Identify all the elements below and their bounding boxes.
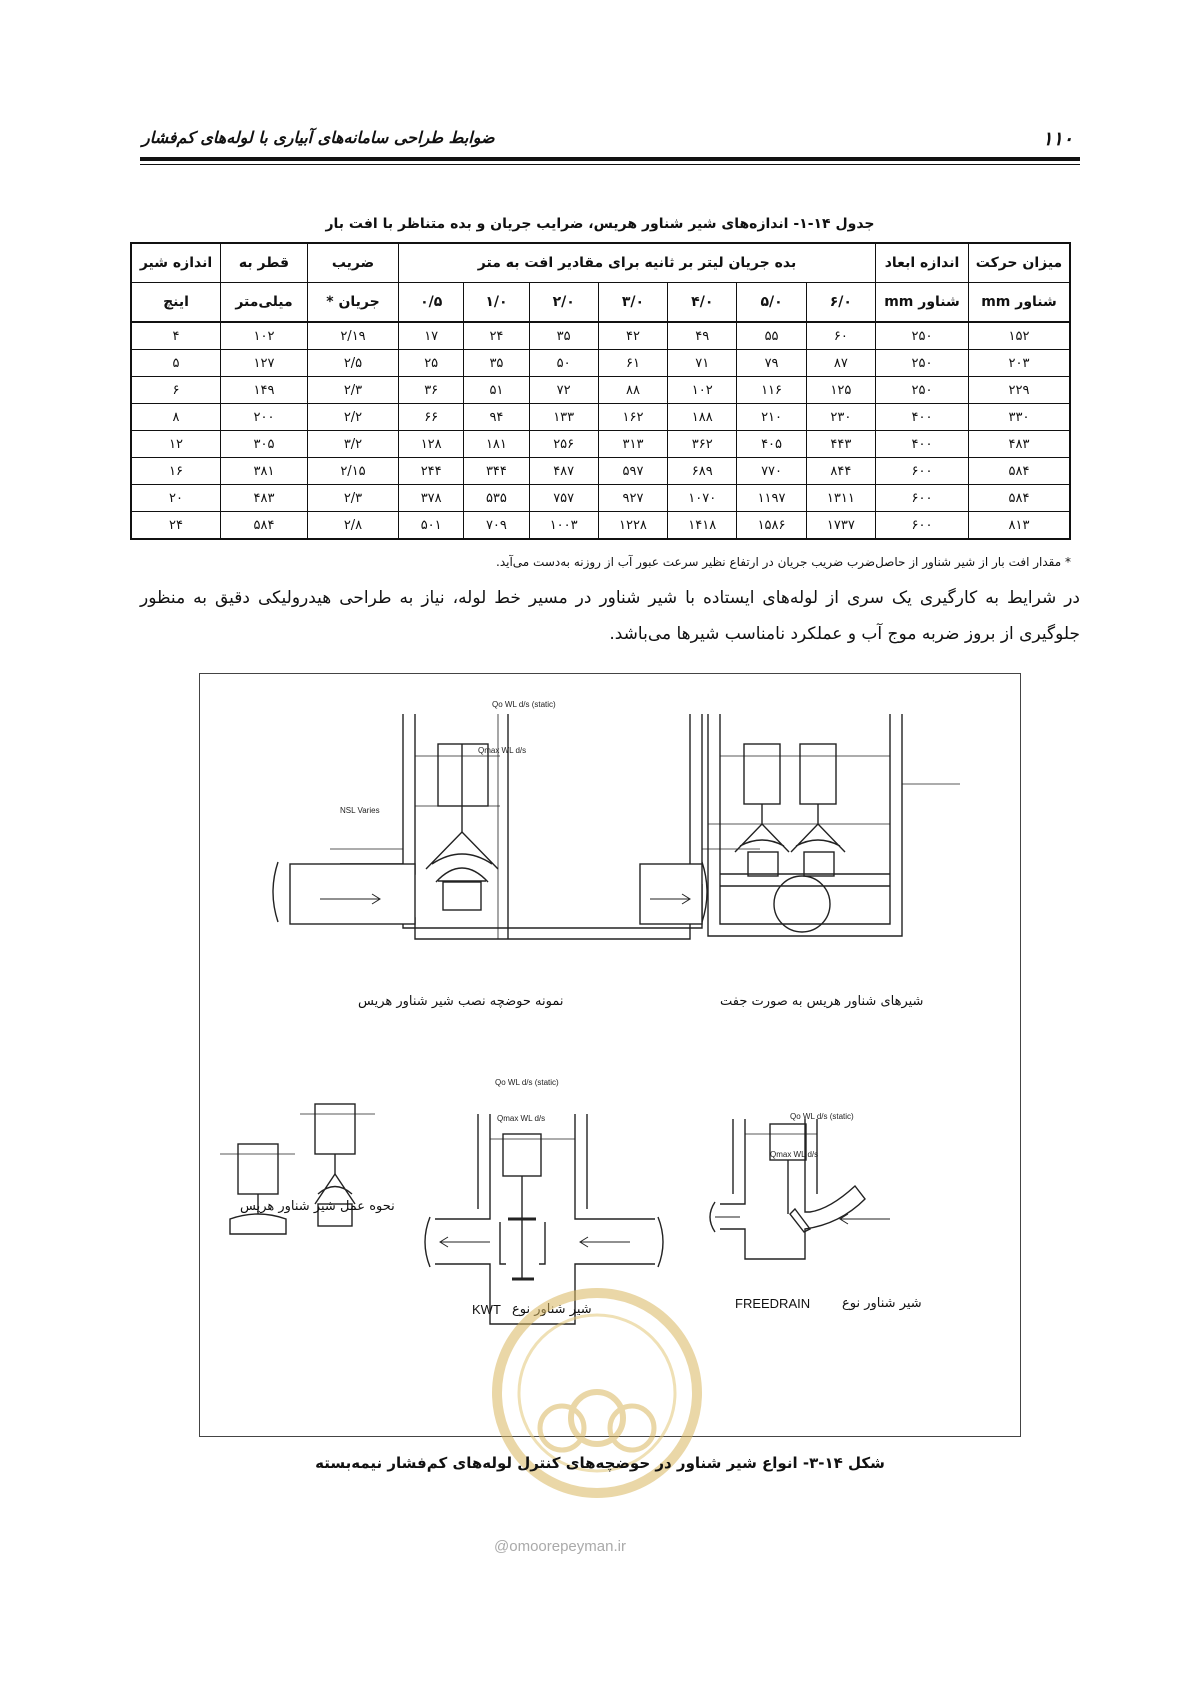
label-harris-operation: نحوه عمل شیر شناور هریس: [240, 1199, 395, 1214]
label-qo-level: Qo WL d/s (static): [492, 700, 556, 709]
table-cell: ۲۱۰: [737, 404, 806, 431]
table-cell: ۳۵: [529, 322, 598, 350]
watermark-url: @omoorepeyman.ir: [494, 1538, 626, 1555]
table-footnote: * مقدار افت بار از شیر شناور از حاصل‌ضرب ضریب جریان در ارتفاع نظیر سرعت عبور آب از روزنه به‌دست می‌آید.: [496, 555, 1071, 569]
table-cell: ۱۳۱۱: [806, 485, 875, 512]
table-cell: ۲۰: [131, 485, 221, 512]
table-cell: ۱۰۲: [221, 322, 308, 350]
table-cell: ۴۰۵: [737, 431, 806, 458]
table-cell: ۲/۳: [308, 485, 399, 512]
label-kwt-qmax: Qmax WL d/s: [497, 1114, 546, 1123]
table-cell: ۲/۱۹: [308, 322, 399, 350]
table-cell: ۱۶۲: [598, 404, 667, 431]
watermark-seal: [477, 1278, 717, 1508]
table-cell: ۱۳۳: [529, 404, 598, 431]
header-coefficient: ضریب: [308, 243, 399, 283]
table-cell: ۸۸: [598, 377, 667, 404]
table-cell: ۳۸۱: [221, 458, 308, 485]
header-float-travel-unit: شناور mm: [969, 283, 1071, 323]
header-head-loss: ۰/۵: [399, 283, 464, 323]
page-number: ۱۱۰: [1042, 128, 1073, 150]
label-qmax-level: Qmax WL d/s: [478, 746, 527, 755]
body-paragraph: در شرایط به کارگیری یک سری از لوله‌های ایستاده با شیر شناور در مسیر خط لوله، نیاز به طراحی هیدرولیکی دقیق به منظور جلوگیری از بروز ضربه موج آب و عملکرد نامناسب شیرها می‌باشد.: [140, 588, 1080, 644]
table-header-row: [131, 243, 1070, 283]
table-cell: ۱۲: [131, 431, 221, 458]
header-rule-thin: [140, 164, 1080, 165]
table-row: [131, 485, 1070, 512]
table-row: [131, 404, 1070, 431]
harris-double-drawing: [708, 714, 960, 936]
table-cell: ۲/۱۵: [308, 458, 399, 485]
label-nsl: NSL Varies: [340, 806, 380, 815]
table-cell: ۱۶: [131, 458, 221, 485]
header-float-size-unit: شناور mm: [876, 283, 969, 323]
table-cell: ۸۷: [806, 350, 875, 377]
header-coefficient-unit: جریان *: [308, 283, 399, 323]
table-cell: ۳۰۵: [221, 431, 308, 458]
table-cell: ۷۰۹: [464, 512, 529, 540]
label-freedrain-prefix: شیر شناور نوع: [842, 1296, 922, 1311]
header-head-loss: ۴/۰: [668, 283, 737, 323]
table-cell: ۵۰۱: [399, 512, 464, 540]
harris-operation-drawing: [220, 1104, 375, 1234]
header-head-loss: ۵/۰: [737, 283, 806, 323]
table-cell: ۲۵۰: [876, 322, 969, 350]
label-freedrain-qmax: Qmax WL d/s: [770, 1150, 819, 1159]
table-cell: ۳۶۲: [668, 431, 737, 458]
table-cell: ۱۰۷۰: [668, 485, 737, 512]
table-cell: ۳۱۳: [598, 431, 667, 458]
table-cell: ۶: [131, 377, 221, 404]
table-row: [131, 512, 1070, 540]
table-cell: ۶۰۰: [876, 512, 969, 540]
table-row: [131, 377, 1070, 404]
table-cell: ۷۱: [668, 350, 737, 377]
table-cell: ۵۵: [737, 322, 806, 350]
table-cell: ۲/۲: [308, 404, 399, 431]
table-cell: ۲۳۰: [806, 404, 875, 431]
table-cell: ۳۶: [399, 377, 464, 404]
table-cell: ۱۴۹: [221, 377, 308, 404]
table-cell: ۹۴: [464, 404, 529, 431]
table-cell: ۱۸۸: [668, 404, 737, 431]
table-row: [131, 322, 1070, 350]
table-cell: ۷۵۷: [529, 485, 598, 512]
table-caption: جدول ۱۴-۱- اندازه‌های شیر شناور هریس، ضرایب جریان و بده متناظر با افت بار: [325, 216, 875, 232]
table-cell: ۱۰۲: [668, 377, 737, 404]
table-cell: ۲۵۰: [876, 377, 969, 404]
header-float-size: اندازه ابعاد: [876, 243, 969, 283]
table-cell: ۳۷۸: [399, 485, 464, 512]
table-cell: ۲۴: [131, 512, 221, 540]
header-flow-group: بده جریان لیتر بر ثانیه برای مقادیر افت به متر: [399, 243, 876, 283]
table-cell: ۵: [131, 350, 221, 377]
table-cell: ۸۱۳: [969, 512, 1071, 540]
table-cell: ۳۳۰: [969, 404, 1071, 431]
header-head-loss: ۶/۰: [806, 283, 875, 323]
table-cell: ۲۵۶: [529, 431, 598, 458]
table-cell: ۲/۸: [308, 512, 399, 540]
header-valve-size: اندازه شیر: [131, 243, 221, 283]
table-cell: ۷۲: [529, 377, 598, 404]
label-kwt-qo: Qo WL d/s (static): [495, 1078, 559, 1087]
table-cell: ۲/۵: [308, 350, 399, 377]
label-kwt-prefix: شیر شناور نوع: [512, 1302, 592, 1317]
table-body: [131, 322, 1070, 539]
table-cell: ۶۰۰: [876, 458, 969, 485]
table-row: [131, 350, 1070, 377]
table-cell: ۵۸۴: [221, 512, 308, 540]
header-valve-size-unit: اینچ: [131, 283, 221, 323]
data-table: [130, 242, 1071, 540]
label-harris-double: شیرهای شناور هریس به صورت جفت: [720, 994, 924, 1009]
table-cell: ۴: [131, 322, 221, 350]
table-cell: ۴۸۳: [221, 485, 308, 512]
running-title: ضوابط طراحی سامانه‌های آبیاری با لوله‌های کم‌فشار: [142, 128, 495, 147]
table-cell: ۷۹: [737, 350, 806, 377]
table-cell: ۴۰۰: [876, 404, 969, 431]
table-cell: ۵۱: [464, 377, 529, 404]
table-cell: ۴۸۷: [529, 458, 598, 485]
table-cell: ۱۲۸: [399, 431, 464, 458]
table-cell: ۹۲۷: [598, 485, 667, 512]
table-cell: ۲۰۳: [969, 350, 1071, 377]
table-cell: ۲۵: [399, 350, 464, 377]
table-cell: ۵۸۴: [969, 458, 1071, 485]
table-cell: ۱۷: [399, 322, 464, 350]
table-cell: ۲۵۰: [876, 350, 969, 377]
table-cell: ۳/۲: [308, 431, 399, 458]
table-cell: ۶۶: [399, 404, 464, 431]
header-diameter-unit: میلی‌متر: [221, 283, 308, 323]
table-cell: ۴۲: [598, 322, 667, 350]
label-freedrain-qo: Qo WL d/s (static): [790, 1112, 854, 1121]
table-row: [131, 431, 1070, 458]
freedrain-valve-drawing: [710, 1119, 890, 1259]
table-cell: ۲۰۰: [221, 404, 308, 431]
table-cell: ۳۴۴: [464, 458, 529, 485]
table-cell: ۲۴۴: [399, 458, 464, 485]
label-harris-pit: نمونه حوضچه نصب شیر شناور هریس: [358, 994, 564, 1009]
table-cell: ۵۸۴: [969, 485, 1071, 512]
table-cell: ۱۲۲۸: [598, 512, 667, 540]
figure-caption: شکل ۱۴-۳- انواع شیر شناور در حوضچه‌های کنترل لوله‌های کم‌فشار نیمه‌بسته: [315, 1454, 885, 1472]
table-cell: ۱۴۱۸: [668, 512, 737, 540]
table-cell: ۲/۳: [308, 377, 399, 404]
table-cell: ۲۴: [464, 322, 529, 350]
header-float-travel: میزان حرکت: [969, 243, 1071, 283]
label-kwt-code: KWT: [472, 1302, 501, 1317]
table-cell: ۱۵۲: [969, 322, 1071, 350]
table-cell: ۵۳۵: [464, 485, 529, 512]
table-cell: ۵۰: [529, 350, 598, 377]
table-cell: ۱۸۱: [464, 431, 529, 458]
header-head-loss: ۲/۰: [529, 283, 598, 323]
table-row: [131, 458, 1070, 485]
label-freedrain-code: FREEDRAIN: [735, 1296, 811, 1311]
table-cell: ۱۲۷: [221, 350, 308, 377]
table-cell: ۸۴۴: [806, 458, 875, 485]
table-cell: ۷۷۰: [737, 458, 806, 485]
header-head-loss: ۳/۰: [598, 283, 667, 323]
table-cell: ۱۷۳۷: [806, 512, 875, 540]
table-cell: ۴۰۰: [876, 431, 969, 458]
table-cell: ۱۱۹۷: [737, 485, 806, 512]
table-cell: ۴۹: [668, 322, 737, 350]
header-rule: [140, 157, 1080, 161]
table-cell: ۱۲۵: [806, 377, 875, 404]
table-cell: ۶۰۰: [876, 485, 969, 512]
table-cell: ۱۰۰۳: [529, 512, 598, 540]
table-cell: ۱۱۶: [737, 377, 806, 404]
table-cell: ۸: [131, 404, 221, 431]
table-cell: ۶۱: [598, 350, 667, 377]
table-cell: ۴۴۳: [806, 431, 875, 458]
header-diameter: قطر به: [221, 243, 308, 283]
table-subheader-row: [131, 283, 1070, 323]
table-cell: ۴۸۳: [969, 431, 1071, 458]
table-cell: ۱۵۸۶: [737, 512, 806, 540]
table-cell: ۲۲۹: [969, 377, 1071, 404]
table-cell: ۶۰: [806, 322, 875, 350]
header-head-loss: ۱/۰: [464, 283, 529, 323]
table-cell: ۶۸۹: [668, 458, 737, 485]
table-cell: ۳۵: [464, 350, 529, 377]
table-cell: ۵۹۷: [598, 458, 667, 485]
